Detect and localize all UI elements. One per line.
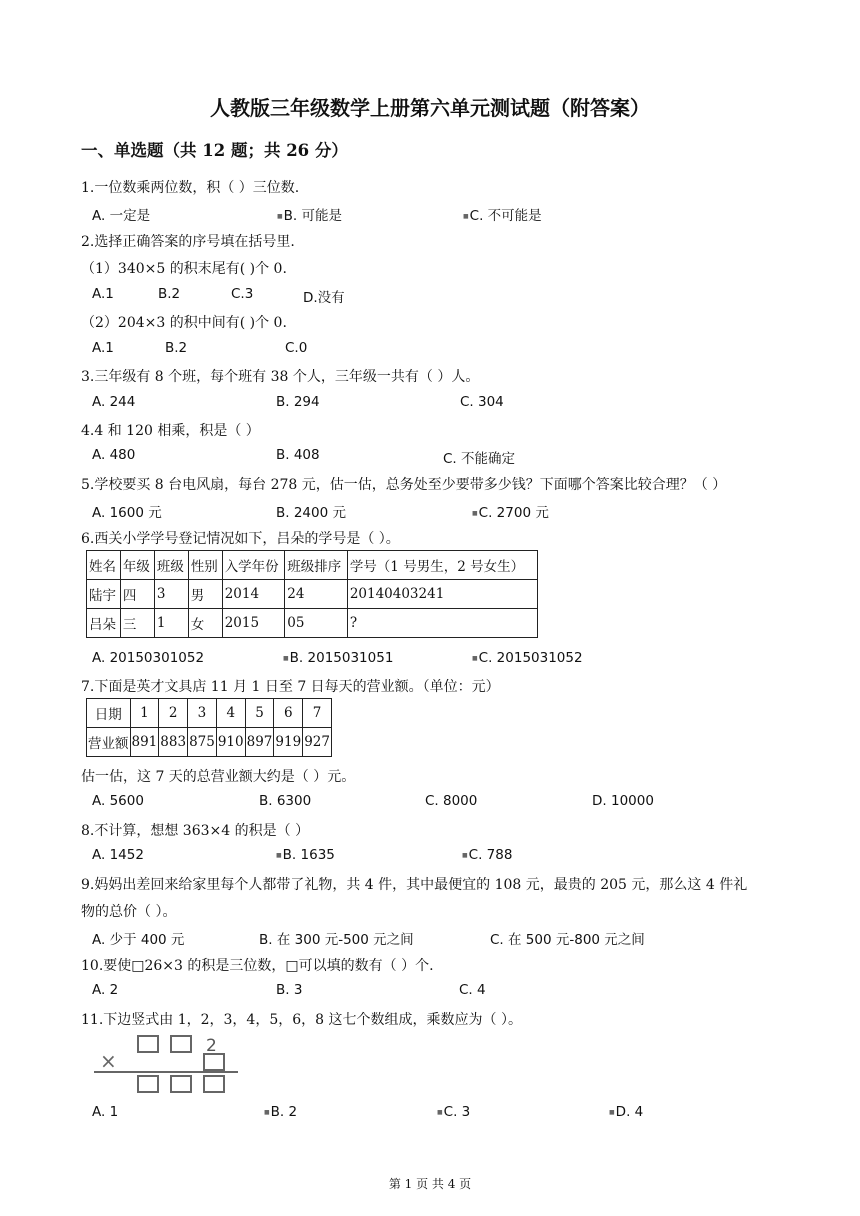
bullet-dot-icon: ■ <box>472 654 478 662</box>
option-label: B. 1635 <box>282 847 335 863</box>
question-3-option-c[interactable]: C. 304 <box>460 394 504 410</box>
question-8-option-c[interactable] <box>462 847 512 863</box>
question-5-option-c[interactable] <box>472 501 549 521</box>
question-2-sub1-option-b[interactable]: B.2 <box>158 286 181 302</box>
bullet-dot-icon: ■ <box>264 1108 270 1116</box>
option-label: C. 不可能是 <box>469 208 542 224</box>
table-cell: 营业额 <box>87 728 131 757</box>
question-11-option-d[interactable] <box>609 1104 643 1120</box>
table-cell: 3 <box>188 699 217 728</box>
question-10-option-b[interactable]: B. 3 <box>276 982 303 998</box>
table-cell: 2 <box>159 699 188 728</box>
bullet-dot-icon: ■ <box>437 1108 443 1116</box>
option-label: C. 2700 元 <box>478 505 549 521</box>
document-title: 人教版三年级数学上册第六单元测试题（附答案） <box>210 96 650 120</box>
bullet-dot-icon: ■ <box>462 851 468 859</box>
bullet-dot-icon: ■ <box>609 1108 615 1116</box>
student-id-table <box>86 550 538 638</box>
table-cell: 7 <box>303 699 332 728</box>
table-cell: 吕朵 <box>87 609 121 638</box>
blank-box <box>204 1076 224 1092</box>
option-label: B. 可能是 <box>283 208 343 224</box>
question-7-option-b[interactable]: B. 6300 <box>259 793 312 809</box>
question-7-option-a[interactable]: A. 5600 <box>92 793 144 809</box>
question-1-option-a[interactable]: A. 一定是 <box>92 208 151 224</box>
option-label: C. 3 <box>443 1104 471 1120</box>
question-11-option-a[interactable]: A. 1 <box>92 1104 119 1120</box>
table-row <box>87 551 538 580</box>
figure-digit: 2 <box>206 1036 217 1056</box>
option-label: B. 2 <box>270 1104 298 1120</box>
question-11-option-c[interactable] <box>437 1104 470 1120</box>
question-7-option-c[interactable]: C. 8000 <box>425 793 478 809</box>
question-2-sub1-option-d[interactable]: D.没有 <box>303 290 345 306</box>
question-2-sub2: （2）204×3 的积中间有( )个 0. <box>81 315 287 331</box>
blank-box <box>138 1036 158 1052</box>
table-cell: ? <box>347 609 537 638</box>
question-2-sub1: （1）340×5 的积末尾有( )个 0. <box>81 261 287 277</box>
question-10-stem: 10.要使□26×3 的积是三位数，□可以填的数有（ ）个. <box>81 958 434 974</box>
table-cell: 1 <box>130 699 159 728</box>
bullet-dot-icon: ■ <box>472 509 478 517</box>
table-cell: 891 <box>130 728 159 757</box>
option-label: C. 788 <box>468 847 513 863</box>
question-3-stem: 3.三年级有 8 个班，每个班有 38 个人，三年级一共有（ ）人。 <box>81 369 480 385</box>
question-9-stem: 9.妈妈出差回来给家里每个人都带了礼物，共 4 件，其中最便宜的 108 元，最贵的 205 元，那么这 4 件礼 <box>81 877 748 893</box>
table-cell: 3 <box>154 580 188 609</box>
question-2-sub2-option-b[interactable]: B.2 <box>165 340 188 356</box>
question-5-option-a[interactable]: A. 1600 元 <box>92 505 162 521</box>
table-cell: 男 <box>188 580 222 609</box>
table-cell: 883 <box>159 728 188 757</box>
question-6-option-b[interactable] <box>283 650 393 666</box>
question-2-sub1-option-c[interactable]: C.3 <box>231 286 254 302</box>
table-cell: 24 <box>285 580 348 609</box>
sales-table <box>86 698 332 757</box>
section-heading: 一、单选题（共 12 题；共 26 分） <box>81 141 348 160</box>
table-cell: 4 <box>216 699 245 728</box>
question-1-stem: 1.一位数乘两位数，积（ ）三位数. <box>81 180 300 196</box>
question-8-option-a[interactable]: A. 1452 <box>92 847 144 863</box>
question-11-option-b[interactable] <box>264 1104 297 1120</box>
table-cell: 1 <box>154 609 188 638</box>
question-9-option-c[interactable]: C. 在 500 元-800 元之间 <box>490 932 645 948</box>
bullet-dot-icon: ■ <box>276 851 282 859</box>
table-cell: 姓名 <box>87 551 121 580</box>
table-cell: 学号（1 号男生，2 号女生） <box>347 551 537 580</box>
page-footer: 第 1 页 共 4 页 <box>388 1177 472 1191</box>
question-2-stem: 2.选择正确答案的序号填在括号里. <box>81 234 295 250</box>
question-4-option-b[interactable]: B. 408 <box>276 447 320 463</box>
table-row <box>87 580 538 609</box>
blank-box <box>171 1076 191 1092</box>
question-10-option-a[interactable]: A. 2 <box>92 982 119 998</box>
question-7-stem: 7.下面是英才文具店 11 月 1 日至 7 日每天的营业额。（单位：元） <box>81 679 500 695</box>
table-cell: 5 <box>245 699 274 728</box>
question-9-option-a[interactable]: A. 少于 400 元 <box>92 932 185 948</box>
table-cell: 05 <box>285 609 348 638</box>
question-5-option-b[interactable]: B. 2400 元 <box>276 505 346 521</box>
table-row <box>87 728 332 757</box>
table-cell: 班级排序 <box>285 551 348 580</box>
table-cell: 三 <box>120 609 154 638</box>
question-6-option-a[interactable]: A. 20150301052 <box>92 650 205 666</box>
table-cell: 927 <box>303 728 332 757</box>
question-5-stem: 5.学校要买 8 台电风扇，每台 278 元，估一估，总务处至少要带多少钱？下面哪个答案比较合理？（ ） <box>81 477 727 493</box>
question-1-option-c[interactable] <box>463 204 542 224</box>
question-8-option-b[interactable] <box>276 847 335 863</box>
question-1-option-b[interactable] <box>277 204 342 224</box>
table-cell: 2015 <box>222 609 285 638</box>
table-cell: 6 <box>274 699 303 728</box>
table-cell: 性别 <box>188 551 222 580</box>
question-2-sub2-option-c[interactable]: C.0 <box>285 340 308 356</box>
question-11-stem: 11.下边竖式由 1，2，3，4，5，6，8 这七个数组成，乘数应为（ ）。 <box>81 1012 522 1028</box>
table-cell: 年级 <box>120 551 154 580</box>
table-cell: 日期 <box>87 699 131 728</box>
question-7-option-d[interactable]: D. 10000 <box>592 793 654 809</box>
table-row <box>87 699 332 728</box>
question-4-stem: 4.4 和 120 相乘，积是（ ） <box>81 423 260 439</box>
table-row <box>87 609 538 638</box>
table-cell: 897 <box>245 728 274 757</box>
table-cell: 919 <box>274 728 303 757</box>
question-7-stem-continued: 估一估，这 7 天的总营业额大约是（ ）元。 <box>81 769 356 785</box>
table-cell: 陆宇 <box>87 580 121 609</box>
option-label: C. 2015031052 <box>478 650 583 666</box>
question-4-option-c[interactable]: C. 不能确定 <box>443 451 516 467</box>
question-3-option-b[interactable]: B. 294 <box>276 394 320 410</box>
table-cell: 2014 <box>222 580 285 609</box>
table-cell: 四 <box>120 580 154 609</box>
multiply-sign-icon: × <box>100 1049 117 1073</box>
bullet-dot-icon: ■ <box>277 212 283 220</box>
table-cell: 入学年份 <box>222 551 285 580</box>
question-9-stem-continued: 物的总价（ ）。 <box>81 904 177 920</box>
question-4-option-a[interactable]: A. 480 <box>92 447 136 463</box>
table-cell: 班级 <box>154 551 188 580</box>
question-10-option-c[interactable]: C. 4 <box>459 982 486 998</box>
blank-box <box>171 1036 191 1052</box>
table-cell: 20140403241 <box>347 580 537 609</box>
question-3-option-a[interactable]: A. 244 <box>92 394 136 410</box>
bullet-dot-icon: ■ <box>283 654 289 662</box>
question-8-stem: 8.不计算，想想 363×4 的积是（ ） <box>81 823 310 839</box>
question-2-sub1-option-a[interactable]: A.1 <box>92 286 114 302</box>
blank-box <box>138 1076 158 1092</box>
table-cell: 875 <box>188 728 217 757</box>
question-6-option-c[interactable] <box>472 650 583 666</box>
table-cell: 女 <box>188 609 222 638</box>
question-9-option-b[interactable]: B. 在 300 元-500 元之间 <box>259 932 414 948</box>
option-label: B. 2015031051 <box>289 650 394 666</box>
bullet-dot-icon: ■ <box>463 212 469 220</box>
question-6-stem: 6.西关小学学号登记情况如下，吕朵的学号是（ ）。 <box>81 531 400 547</box>
blank-box <box>204 1054 224 1070</box>
table-cell: 910 <box>216 728 245 757</box>
question-2-sub2-option-a[interactable]: A.1 <box>92 340 114 356</box>
option-label: D. 4 <box>615 1104 644 1120</box>
vertical-multiplication-figure <box>92 1033 240 1095</box>
